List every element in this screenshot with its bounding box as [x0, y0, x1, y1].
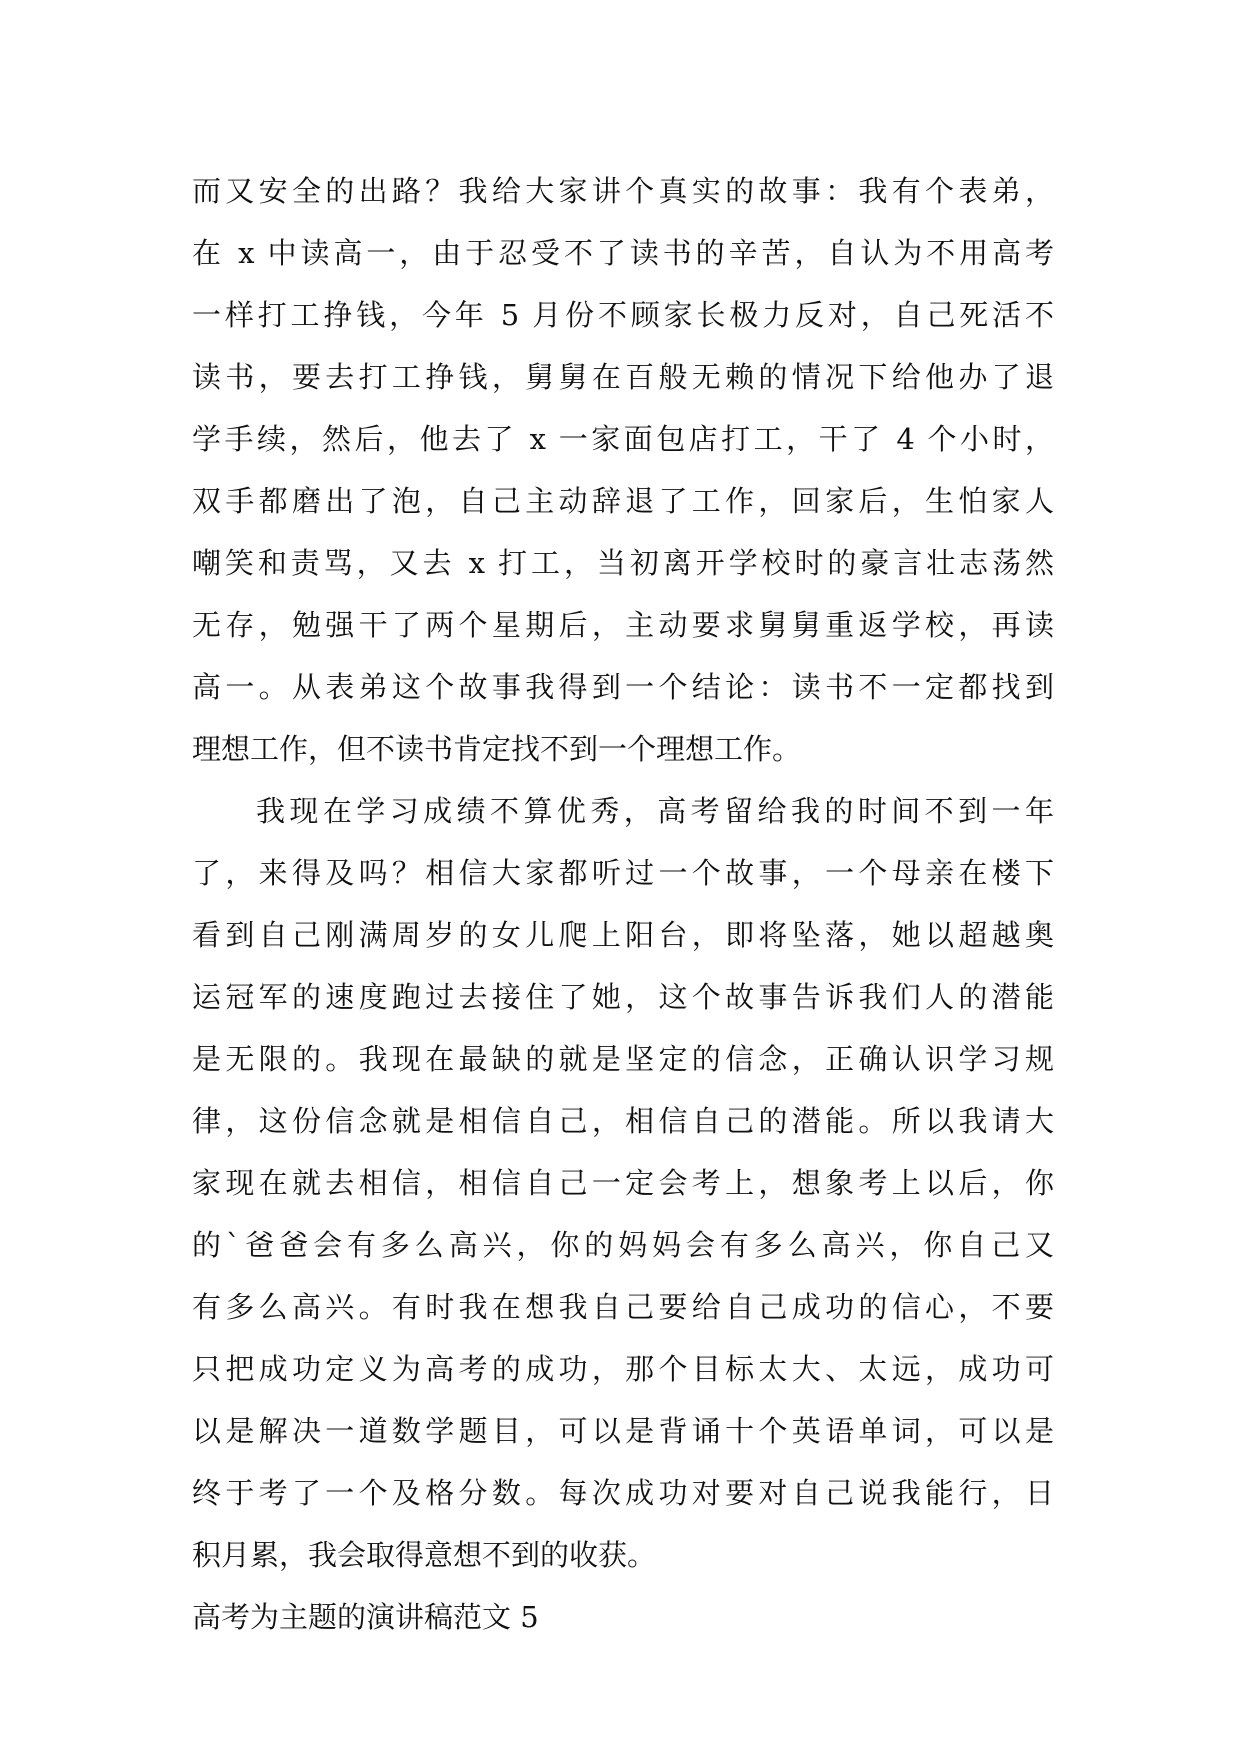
paragraph-line: 一样打工挣钱，今年 5 月份不顾家长极力反对，自己死活不 [192, 298, 1054, 332]
paragraph-line: 理想工作，但不读书肯定找不到一个理想工作。 [192, 732, 802, 766]
paragraph-line: 高一。从表弟这个故事我得到一个结论：读书不一定都找到 [192, 670, 1054, 704]
paragraph-line: 有多么高兴。有时我在想我自己要给自己成功的信心，不要 [192, 1290, 1054, 1324]
document-body [192, 160, 1054, 1648]
paragraph-line: 律，这份信念就是相信自己，相信自己的潜能。所以我请大 [192, 1104, 1054, 1138]
paragraph-line: 我现在学习成绩不算优秀，高考留给我的时间不到一年 [256, 794, 1054, 828]
paragraph-line: 双手都磨出了泡，自己主动辞退了工作，回家后，生怕家人 [192, 484, 1054, 518]
paragraph-line: 了，来得及吗？相信大家都听过一个故事，一个母亲在楼下 [192, 856, 1054, 890]
paragraph-line: 积月累，我会取得意想不到的收获。 [192, 1538, 657, 1572]
paragraph-line: 是无限的。我现在最缺的就是坚定的信念，正确认识学习规 [192, 1042, 1054, 1076]
paragraph-line: 运冠军的速度跑过去接住了她，这个故事告诉我们人的潜能 [192, 980, 1054, 1014]
paragraph-line: 只把成功定义为高考的成功，那个目标太大、太远，成功可 [192, 1352, 1054, 1386]
paragraph-line: 看到自己刚满周岁的女儿爬上阳台，即将坠落，她以超越奥 [192, 918, 1054, 952]
paragraph-line: 以是解决一道数学题目，可以是背诵十个英语单词，可以是 [192, 1414, 1054, 1448]
paragraph-line: 学手续，然后，他去了 x 一家面包店打工，干了 4 个小时， [192, 422, 1054, 456]
paragraph-line: 嘲笑和责骂，又去 x 打工，当初离开学校时的豪言壮志荡然 [192, 546, 1054, 580]
paragraph-line: 终于考了一个及格分数。每次成功对要对自己说我能行，日 [192, 1476, 1054, 1510]
section-heading: 高考为主题的演讲稿范文 5 [192, 1600, 539, 1634]
paragraph-belief [192, 780, 1054, 1586]
paragraph-line: 而又安全的出路？我给大家讲个真实的故事：我有个表弟， [192, 174, 1054, 208]
paragraph-line: 的`爸爸会有多么高兴，你的妈妈会有多么高兴，你自己又 [192, 1228, 1054, 1262]
paragraph-line: 在 x 中读高一，由于忍受不了读书的辛苦，自认为不用高考 [192, 236, 1054, 270]
paragraph-line: 读书，要去打工挣钱，舅舅在百般无赖的情况下给他办了退 [192, 360, 1054, 394]
paragraph-story [192, 160, 1054, 780]
paragraph-line: 无存，勉强干了两个星期后，主动要求舅舅重返学校，再读 [192, 608, 1054, 642]
paragraph-line: 家现在就去相信，相信自己一定会考上，想象考上以后，你 [192, 1166, 1054, 1200]
